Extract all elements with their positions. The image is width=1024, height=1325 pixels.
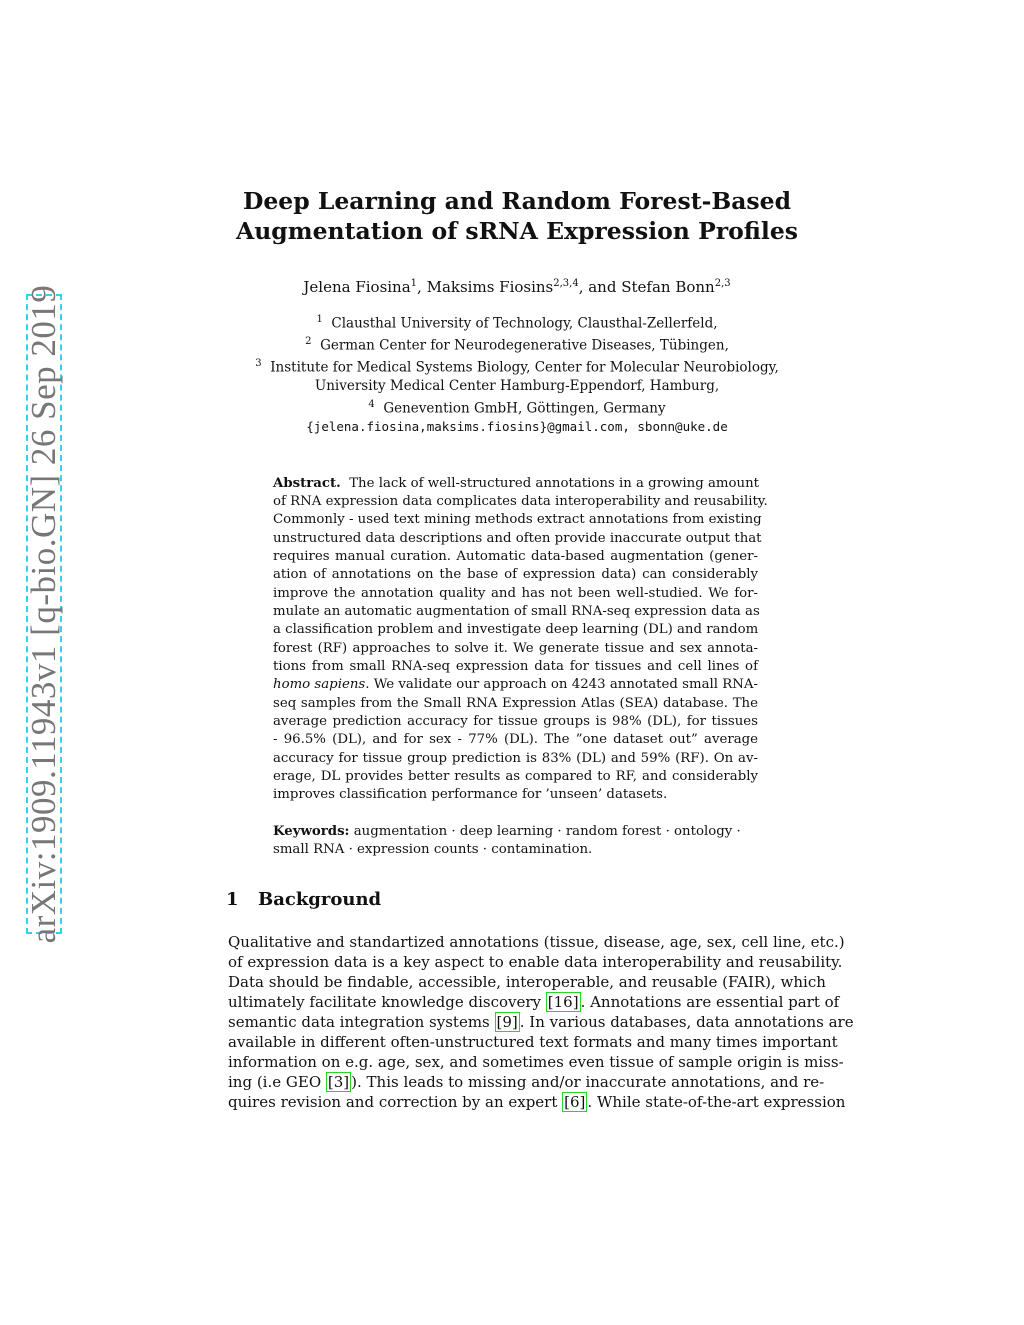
title-line-1: Deep Learning and Random Forest-Based — [242, 187, 792, 215]
abstract-line: improve the annotation quality and has not been well-studied. We for- — [273, 585, 758, 601]
citation-link[interactable]: [16] — [547, 993, 579, 1012]
keywords-line-2: small RNA · expression counts · contamination. — [273, 842, 593, 858]
keywords — [273, 823, 758, 860]
abstract — [273, 475, 768, 805]
affiliation-3 — [228, 355, 806, 377]
citation-link[interactable]: [9] — [496, 1013, 518, 1032]
author-2-affil: 2,3,4 — [553, 278, 579, 289]
body-line-5-a: semantic data integration systems — [228, 1013, 495, 1032]
abstract-line: requires manual curation. Automatic data-based augmentation (gener- — [273, 548, 758, 564]
author-3-affil: 2,3 — [714, 278, 731, 289]
body-line-9-b: . While state-of-the-art expression — [587, 1093, 846, 1112]
body-line-9 — [228, 1092, 846, 1112]
affiliation-2-text: German Center for Neurodegenerative Diseases, Tübingen, — [320, 337, 729, 354]
body-line-8-b: ). This leads to missing and/or inaccurate annotations, and re- — [351, 1073, 825, 1092]
abstract-line: Commonly - used text mining methods extract annotations from existing — [273, 512, 762, 528]
body-text — [228, 932, 854, 1112]
author-3: , and Stefan Bonn — [578, 278, 715, 296]
title-line-2: Augmentation of sRNA Expression Profiles — [235, 217, 798, 245]
affiliation-2-mark: 2 — [305, 336, 312, 348]
abstract-line: Abstract. The lack of well-structured annotations in a growing amount — [273, 475, 760, 491]
abstract-line: average prediction accuracy for tissue groups is 98% (DL), for tissues — [273, 714, 758, 730]
body-line-5 — [228, 1012, 854, 1032]
abstract-line: mulate an automatic augmentation of small RNA-seq expression data as — [273, 603, 760, 619]
citation-link[interactable]: [3] — [327, 1073, 350, 1092]
abstract-line: of RNA expression data complicates data interoperability and reusability. — [273, 493, 768, 509]
author-emails[interactable]: {jelena.fiosina,maksims.fiosins}@gmail.com, sbonn@uke.de — [306, 418, 728, 434]
body-line-2: of expression data is a key aspect to enable data interoperability and reusability. — [228, 953, 843, 972]
keywords-line-1 — [273, 824, 741, 839]
affiliation-4 — [228, 396, 806, 418]
keywords-label: Keywords: — [273, 823, 350, 839]
body-line-1: Qualitative and standartized annotations (tissue, disease, age, sex, cell line, etc.) — [228, 933, 845, 952]
abstract-line: seq samples from the Small RNA Expression Atlas (SEA) database. The — [273, 695, 758, 711]
body-line-9-a: quires revision and correction by an expert — [228, 1093, 563, 1112]
body-line-7: information on e.g. age, sex, and sometimes even tissue of sample origin is miss- — [228, 1053, 844, 1072]
keywords-text-1: augmentation · deep learning · random forest · ontology · — [353, 823, 741, 839]
author-1-affil: 1 — [410, 278, 418, 289]
affiliation-3-cont: University Medical Center Hamburg-Eppendorf, Hamburg, — [314, 378, 720, 395]
abstract-line: a classification problem and investigate deep learning (DL) and random — [273, 622, 759, 638]
author-2: , Maksims Fiosins — [417, 278, 554, 296]
author-1: Jelena Fiosina — [303, 278, 411, 296]
affiliations — [228, 311, 806, 437]
affiliation-3-text: Institute for Medical Systems Biology, Center for Molecular Neurobiology, — [270, 359, 779, 376]
affiliation-2 — [228, 333, 806, 355]
abstract-line: tions from small RNA-seq expression data for tissues and cell lines of — [273, 659, 758, 674]
affiliation-4-mark: 4 — [368, 398, 375, 410]
abstract-line: improves classification performance for ’unseen’ datasets. — [273, 787, 668, 803]
abstract-line: accuracy for tissue group prediction is 83% (DL) and 59% (RF). On av- — [273, 750, 758, 766]
body-line-4-b: . Annotations are essential part of — [580, 993, 840, 1012]
body-line-4-a: ultimately facilitate knowledge discovery — [228, 993, 546, 1012]
arxiv-identifier[interactable]: arXiv:1909.11943v1 [q-bio.GN] 26 Sep 2019 — [24, 284, 63, 944]
affiliation-3-mark: 3 — [255, 358, 262, 370]
abstract-line: homo sapiens. We validate our approach on 4243 annotated small RNA- — [273, 677, 758, 693]
body-line-5-b: . In various databases, data annotations are — [519, 1013, 854, 1032]
affiliation-4-text: Genevention GmbH, Göttingen, Germany — [383, 400, 666, 417]
abstract-label: Abstract. — [273, 475, 341, 491]
paper-page — [226, 0, 854, 1112]
body-line-8-a: ing (i.e GEO — [228, 1073, 326, 1092]
body-line-3: Data should be findable, accessible, interoperable, and reusable (FAIR), which — [228, 973, 826, 992]
section-number: 1 — [226, 889, 239, 911]
body-line-4 — [228, 992, 840, 1012]
paper-title — [228, 186, 806, 246]
body-line-8 — [228, 1072, 825, 1092]
author-list — [228, 274, 806, 297]
citation-link[interactable]: [6] — [564, 1093, 586, 1112]
section-title: Background — [258, 889, 382, 911]
affiliation-1-text: Clausthal University of Technology, Clausthal-Zellerfeld, — [331, 315, 718, 332]
affiliation-1-mark: 1 — [316, 314, 323, 325]
affiliation-1 — [228, 311, 806, 333]
section-heading — [226, 889, 806, 910]
species-name: homo sapiens — [273, 677, 366, 693]
abstract-line: - 96.5% (DL), and for sex - 77% (DL). The ”one dataset out” average — [273, 732, 758, 748]
abstract-line: unstructured data descriptions and often provide inaccurate output that — [273, 530, 762, 546]
abstract-line: ation of annotations on the base of expression data) can considerably — [273, 567, 758, 583]
body-line-6: available in different often-unstructured text formats and many times important — [228, 1033, 838, 1052]
abstract-line: forest (RF) approaches to solve it. We generate tissue and sex annota- — [273, 640, 758, 656]
abstract-line: erage, DL provides better results as compared to RF, and considerably — [273, 769, 758, 785]
